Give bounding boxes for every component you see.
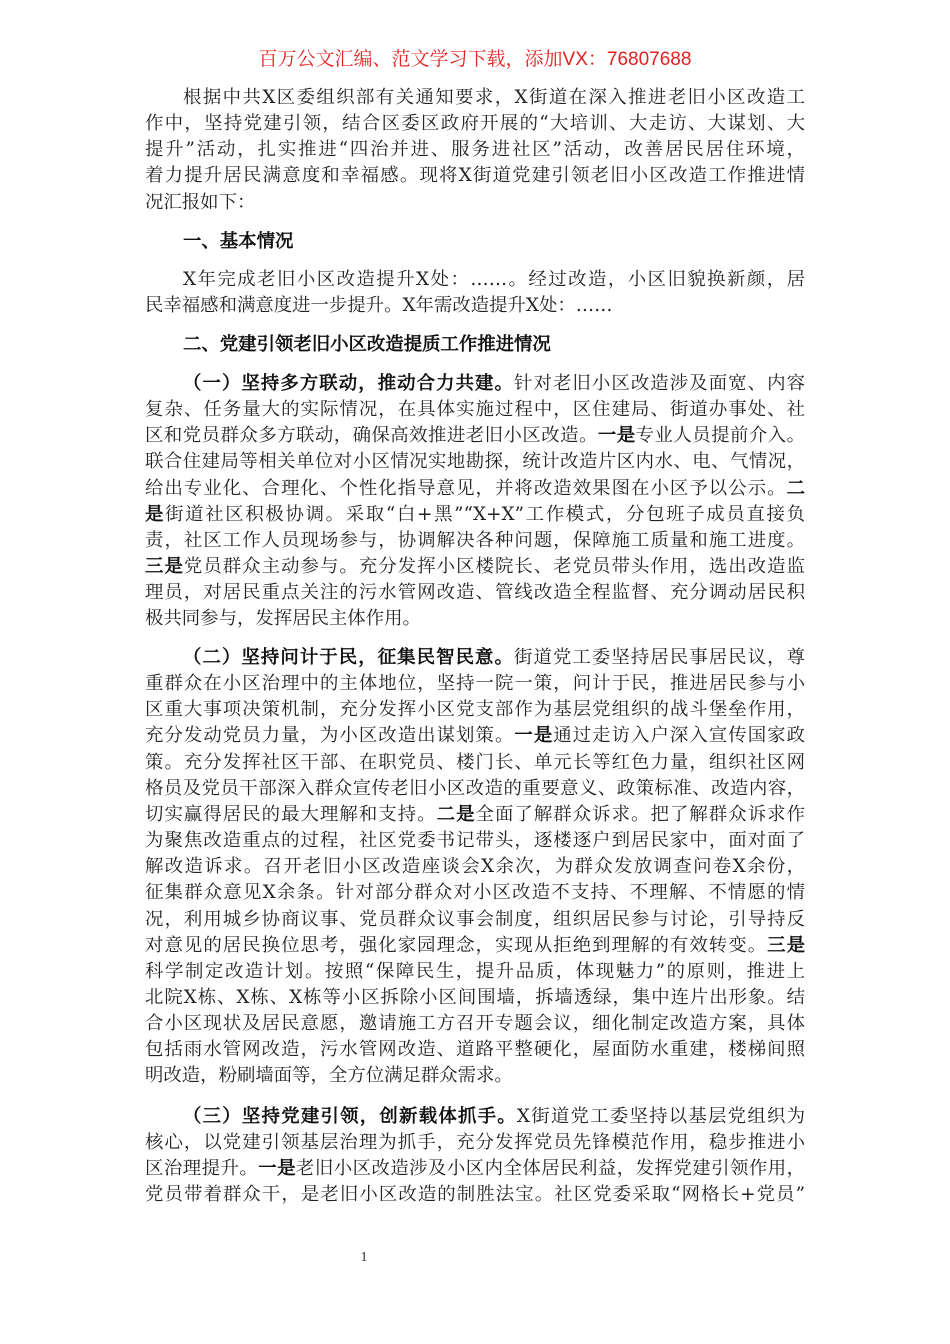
paragraph-line <box>183 1104 805 1130</box>
text: 复杂、任务量大的实际情况，在具体实施过程中，区住建局、街道办事处、社 <box>145 399 805 421</box>
paragraph-line <box>145 293 805 319</box>
section-heading <box>183 332 805 358</box>
paragraph-line <box>145 1156 805 1182</box>
text: 区和党员群众多方联动，确保高效推进老旧小区改造。 <box>145 425 598 447</box>
bold-text: 三是 <box>767 934 805 956</box>
bold-text: （二）坚持问计于民，征集民智民意。 <box>183 647 514 668</box>
text: 民幸福感和满意度进一步提升。X年需改造提升X处：…… <box>145 295 613 317</box>
paragraph-line <box>145 580 805 606</box>
paragraph-line <box>145 1130 805 1156</box>
text: 格员及党员干部深入群众宣传老旧小区改造的重要意义、政策标准、改造内容， <box>145 777 805 799</box>
paragraph-line <box>145 1063 805 1089</box>
paragraph-line <box>145 502 805 528</box>
text: 通过走访入户深入宣传国家政 <box>553 725 805 747</box>
text: 北院X栋、X栋、X栋等小区拆除小区间围墙，拆墙透绿，集中连片出形象。结 <box>145 986 805 1008</box>
text: 合小区现状及居民意愿，邀请施工方召开专题会议，细化制定改造方案，具体 <box>145 1013 805 1035</box>
paragraph-line <box>145 476 805 502</box>
text: 专业人员提前介入。 <box>635 425 805 447</box>
bold-text: （三）坚持党建引领，创新载体抓手。 <box>183 1106 517 1127</box>
text: X街道党工委坚持以基层党组织为 <box>516 1106 805 1127</box>
text: 对意见的居民换位思考，强化家园理念，实现从拒绝到理解的有效转变。 <box>145 934 768 956</box>
paragraph-line <box>145 671 805 697</box>
text: 况汇报如下： <box>145 191 256 213</box>
paragraph-line <box>145 1182 805 1208</box>
text: 重群众在小区治理中的主体地位，坚持一院一策，问计于民，推进居民参与小 <box>145 673 805 695</box>
paragraph-line <box>145 828 805 854</box>
bold-text: （一）坚持多方联动，推动合力共建。 <box>183 373 514 394</box>
paragraph-line <box>145 554 805 580</box>
text: 充分发动党员力量，为小区改造出谋划策。 <box>145 725 515 747</box>
watermark-banner: 百万公文汇编、范文学习下载，添加VX：76807688 <box>258 49 692 70</box>
paragraph-line <box>183 371 805 397</box>
text: 包括雨水管网改造，污水管网改造、道路平整硬化，屋面防水重建，楼梯间照 <box>145 1039 805 1061</box>
text: 解改造诉求。召开老旧小区改造座谈会X余次，为群众发放调查问卷X余份， <box>145 856 805 878</box>
paragraph-line <box>183 267 805 293</box>
paragraph-line <box>145 190 805 216</box>
page-number: 1 <box>360 1250 368 1265</box>
text: 给出专业化、合理化、个性化指导意见，并将改造效果图在小区予以公示。 <box>145 477 787 499</box>
paragraph-line <box>183 645 805 671</box>
paragraph-line <box>145 933 805 959</box>
bold-text: 一、基本情况 <box>183 231 294 252</box>
paragraph-line <box>145 723 805 749</box>
bold-text: 二是 <box>436 803 476 825</box>
text: 着力提升居民满意度和幸福感。现将X街道党建引领老旧小区改造工作推进情 <box>145 165 805 187</box>
paragraph-line <box>145 606 805 632</box>
paragraph-line <box>145 854 805 880</box>
paragraph-line <box>183 85 805 111</box>
paragraph-line <box>145 880 805 906</box>
text: 党员群众主动参与。充分发挥小区楼院长、老党员带头作用，选出改造监 <box>183 556 805 578</box>
text: 根据中共X区委组织部有关通知要求，X街道在深入推进老旧小区改造工 <box>183 87 805 108</box>
text: 为聚焦改造重点的过程，社区党委书记带头，逐楼逐户到居民家中，面对面了 <box>145 830 805 852</box>
text: 切实赢得居民的最大理解和支持。 <box>145 803 437 825</box>
paragraph-line <box>145 1011 805 1037</box>
text: 核心，以党建引领基层治理为抓手，充分发挥党员先锋模范作用，稳步推进小 <box>145 1132 805 1154</box>
text: 区重大事项决策机制，充分发挥小区党支部作为基层党组织的战斗堡垒作用， <box>145 699 805 721</box>
bold-text: 一是 <box>597 425 636 447</box>
paragraph-line <box>145 985 805 1011</box>
paragraph-line <box>145 163 805 189</box>
text: 策。充分发挥社区干部、在职党员、楼门长、单元长等红色力量，组织社区网 <box>145 751 805 773</box>
text: 况，利用城乡协商议事、党员群众议事会制度，组织居民参与讨论，引导持反 <box>145 908 805 930</box>
bold-text: 是 <box>145 503 166 525</box>
text: 作中，坚持党建引领，结合区委区政府开展的“大培训、大走访、大谋划、大 <box>145 113 805 135</box>
text: 街道社区积极协调。采取“白+黑”“X+X”工作模式，分包班子成员直接负 <box>165 503 805 525</box>
text: 责，社区工作人员现场参与，协调解决各种问题，保障施工质量和施工进度。 <box>145 529 805 551</box>
text: 党员带着群众干，是老旧小区改造的制胜法宝。社区党委采取“网格长+党员” <box>145 1184 805 1206</box>
paragraph-line <box>145 750 805 776</box>
paragraph-line <box>145 776 805 802</box>
text: 征集群众意见X余条。针对部分群众对小区改造不支持、不理解、不情愿的情 <box>145 882 805 904</box>
text: 针对老旧小区改造涉及面宽、内容 <box>514 373 805 394</box>
text: 老旧小区改造涉及小区内全体居民利益，发挥党建引领作用， <box>295 1158 805 1180</box>
paragraph-line <box>145 528 805 554</box>
text: 全面了解群众诉求。把了解群众诉求作 <box>475 803 805 825</box>
text: 街道党工委坚持居民事居民议，尊 <box>514 647 805 668</box>
section-heading <box>183 229 805 255</box>
bold-text: 二 <box>786 477 805 499</box>
paragraph-line <box>145 397 805 423</box>
text: 极共同参与，发挥居民主体作用。 <box>145 608 421 630</box>
text: 提升”活动，扎实推进“四治并进、服务进社区”活动，改善居民居住环境， <box>145 139 805 161</box>
text: 明改造，粉刷墙面等，全方位满足群众需求。 <box>145 1065 513 1087</box>
paragraph-line <box>145 959 805 985</box>
text: 联合住建局等相关单位对小区情况实地勘探，统计改造片区内水、电、气情况， <box>145 451 805 473</box>
paragraph-line <box>145 907 805 933</box>
paragraph-line <box>145 802 805 828</box>
text: X年完成老旧小区改造提升X处：……。经过改造，小区旧貌换新颜，居 <box>183 269 805 290</box>
bold-text: 二、党建引领老旧小区改造提质工作推进情况 <box>183 334 551 355</box>
text: 理员，对居民重点关注的污水管网改造、管线改造全程监督、充分调动居民积 <box>145 582 805 604</box>
paragraph-line <box>145 423 805 449</box>
paragraph-line <box>145 137 805 163</box>
bold-text: 一是 <box>514 725 554 747</box>
bold-text: 一是 <box>258 1158 296 1180</box>
paragraph-line <box>145 449 805 475</box>
paragraph-line <box>145 1037 805 1063</box>
text: 区治理提升。 <box>145 1158 259 1180</box>
text: 科学制定改造计划。按照“保障民生，提升品质，体现魅力”的原则，推进上 <box>145 960 805 982</box>
bold-text: 三是 <box>145 556 184 578</box>
paragraph-line <box>145 697 805 723</box>
paragraph-line <box>145 111 805 137</box>
